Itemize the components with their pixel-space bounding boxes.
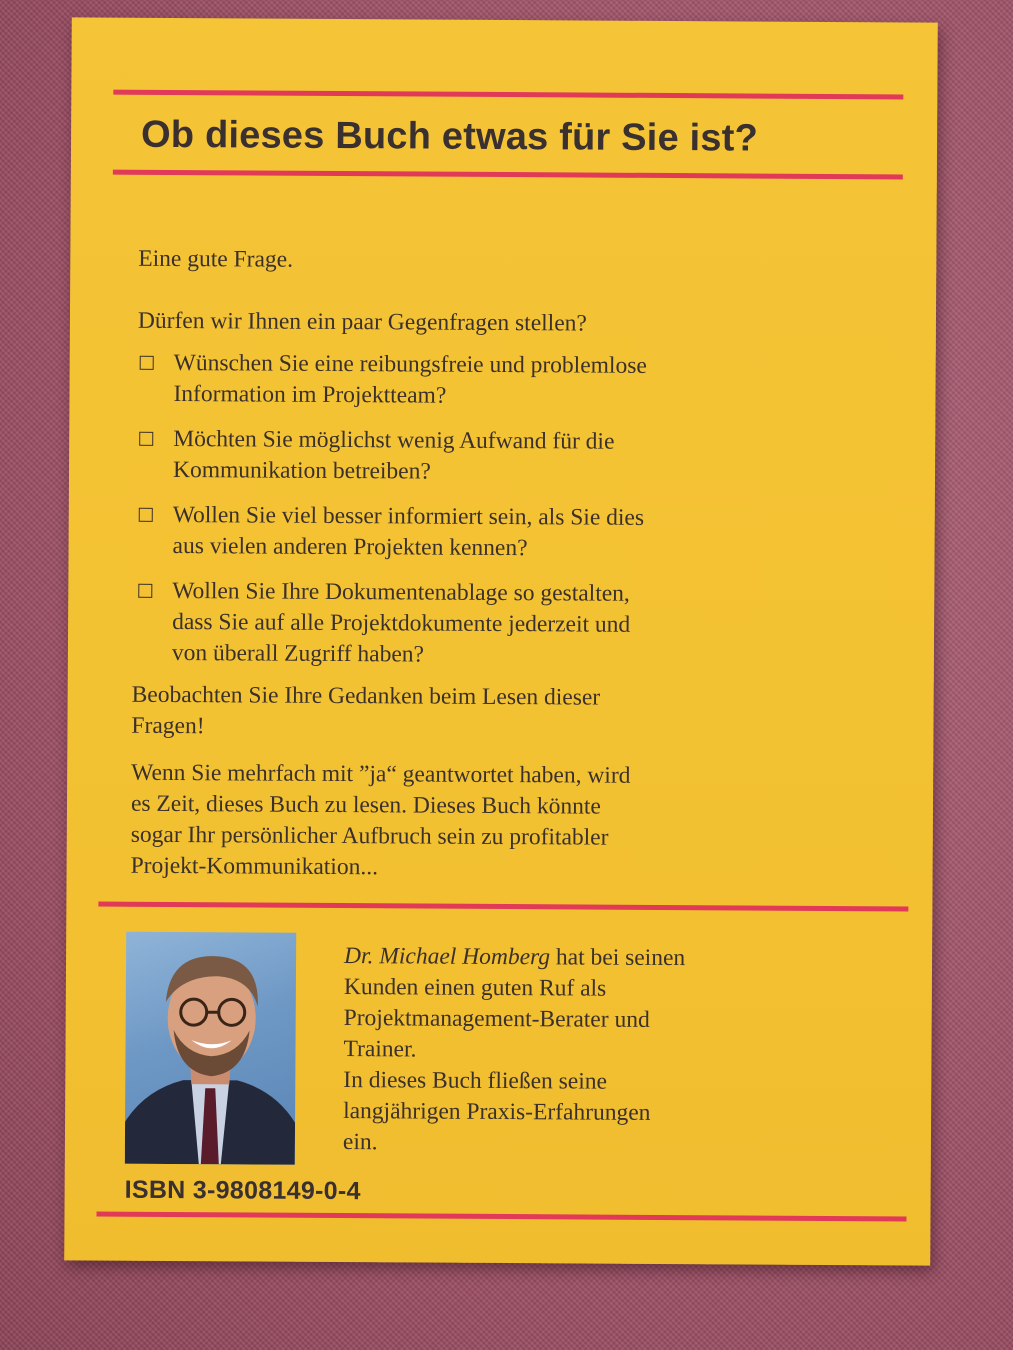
top-red-line bbox=[113, 90, 903, 100]
headline-red-line bbox=[113, 170, 903, 180]
observe-paragraph: Beobachten Sie Ihre Gedanken beim Lesen dieser Fragen! bbox=[131, 681, 601, 740]
question-line: Möchten Sie möglichst wenig Aufwand für die bbox=[173, 425, 615, 455]
question-line: Kommunikation betreiben? bbox=[172, 456, 431, 485]
book-back-cover bbox=[64, 17, 938, 1265]
author-photo bbox=[125, 932, 296, 1165]
closing-paragraph: Wenn Sie mehrfach mit ”ja“ geantwortet haben, wird es Zeit, dieses Buch zu lesen. Dieses Buch könnte sogar Ihr persönlicher Aufbruch sein zu profitabler Projekt-Kommunikation... bbox=[130, 759, 631, 881]
lead-text: Dürfen wir Ihnen ein paar Gegenfragen stellen? bbox=[137, 307, 587, 337]
question-item bbox=[137, 424, 777, 485]
question-line: dass Sie auf alle Projektdokumente jederzeit und bbox=[172, 608, 631, 638]
checkbox-icon bbox=[139, 508, 153, 522]
question-item bbox=[138, 348, 778, 409]
question-line: Wollen Sie Ihre Dokumentenablage so gestalten, bbox=[172, 577, 630, 607]
question-line: Wollen Sie viel besser informiert sein, als Sie dies bbox=[172, 501, 645, 531]
isbn: ISBN 3-9808149-0-4 bbox=[124, 1175, 361, 1206]
question-item bbox=[136, 576, 776, 668]
author-name: Dr. Michael Homberg bbox=[343, 943, 551, 971]
question-line: Information im Projektteam? bbox=[173, 380, 447, 409]
question-line: von überall Zugriff haben? bbox=[171, 639, 425, 668]
author-bio: Dr. Michael Homberg hat bei seinen Kunden einen guten Ruf als Projektmanagement-Berater und Trainer. In dieses Buch fließen seine langjährigen Praxis-Erfahrungen ein. bbox=[342, 943, 686, 1156]
headline: Ob dieses Buch etwas für Sie ist? bbox=[140, 113, 759, 160]
question-item bbox=[137, 500, 777, 562]
checkbox-icon bbox=[140, 356, 154, 370]
author-portrait bbox=[125, 932, 296, 1165]
checkbox-icon bbox=[139, 432, 153, 446]
question-line: aus vielen anderen Projekten kennen? bbox=[172, 532, 528, 562]
question-line: Wünschen Sie eine reibungsfreie und problemlose bbox=[173, 349, 647, 379]
bottom-red-line bbox=[96, 1212, 906, 1222]
intro-text: Eine gute Frage. bbox=[138, 245, 294, 273]
checkbox-icon bbox=[138, 584, 152, 598]
middle-red-line bbox=[98, 902, 908, 912]
